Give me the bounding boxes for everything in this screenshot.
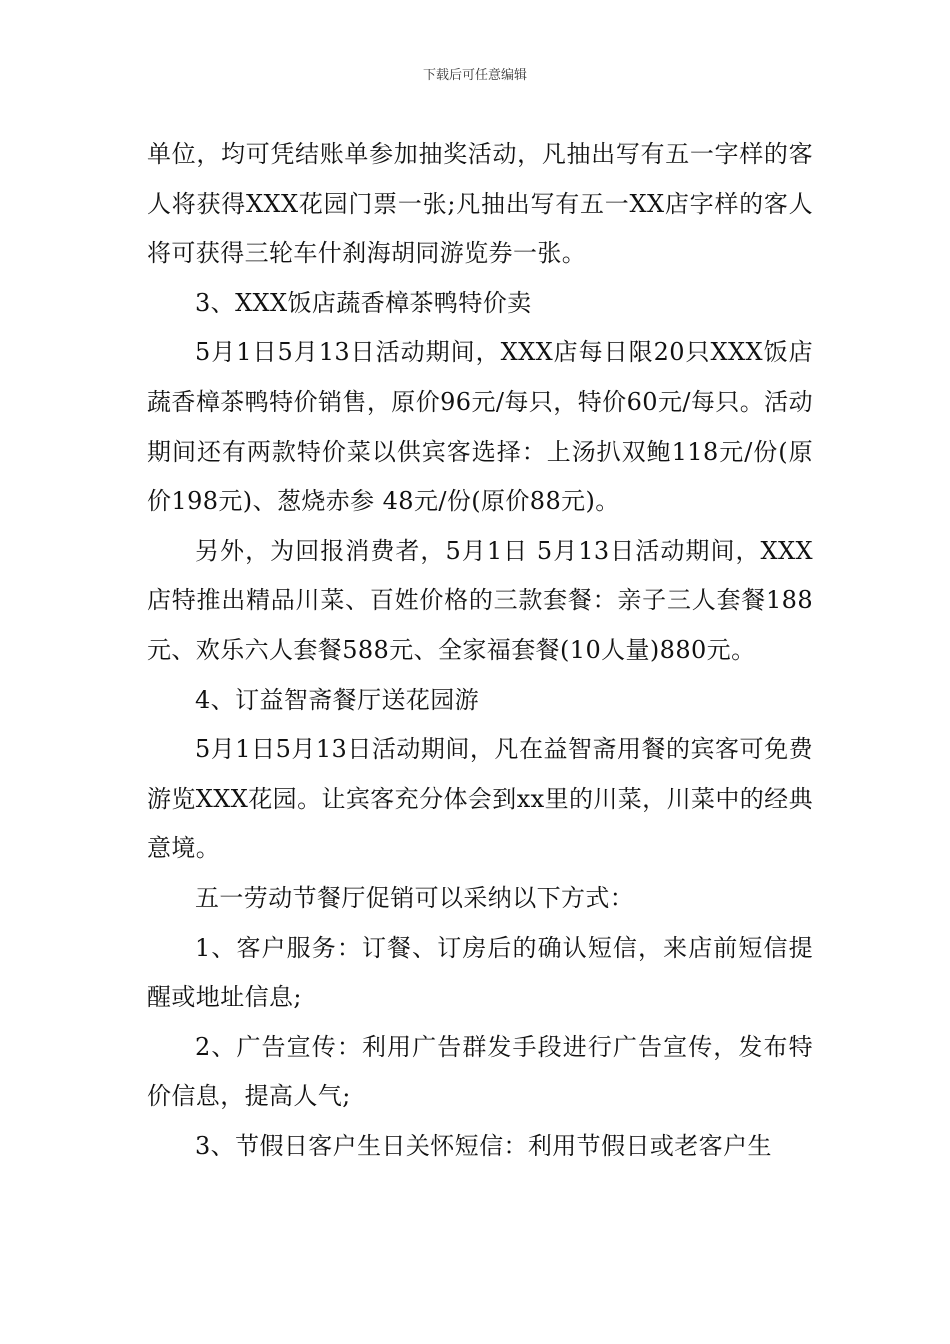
paragraph: 5月1日5月13日活动期间，XXX店每日限20只XXX饭店蔬香樟茶鸭特价销售，原价96元/每只，特价60元/每只。活动期间还有两款特价菜以供宾客选择：上汤扒双鲍118元/份(原价198元)、葱烧赤参 48元/份(原价88元)。 [147,338,813,516]
list-item: 1、客户服务：订餐、订房后的确认短信，来店前短信提醒或地址信息; [147,933,813,1012]
list-item: 3、节假日客户生日关怀短信：利用节假日或老客户生 [195,1131,772,1160]
section-heading: 3、XXX饭店蔬香樟茶鸭特价卖 [195,288,532,317]
paragraph: 另外，为回报消费者，5月1日 5月13日活动期间，XXX店特推出精品川菜、百姓价格的三款套餐：亲子三人套餐188元、欢乐六人套餐588元、全家福套餐(10人量)880元。 [147,536,813,664]
document-body [147,130,813,1171]
page-header: 下载后可任意编辑 [422,68,527,83]
section-heading: 4、订益智斋餐厅送花园游 [195,685,480,714]
paragraph: 单位，均可凭结账单参加抽奖活动，凡抽出写有五一字样的客人将获得XXX花园门票一张;凡抽出写有五一XX店字样的客人将可获得三轮车什刹海胡同游览券一张。 [147,140,813,268]
paragraph: 五一劳动节餐厅促销可以采纳以下方式： [195,883,635,912]
paragraph: 5月1日5月13日活动期间，凡在益智斋用餐的宾客可免费游览XXX花园。让宾客充分体会到xx里的川菜，川菜中的经典意境。 [147,735,813,863]
list-item: 2、广告宣传：利用广告群发手段进行广告宣传，发布特价信息，提高人气; [147,1032,813,1111]
